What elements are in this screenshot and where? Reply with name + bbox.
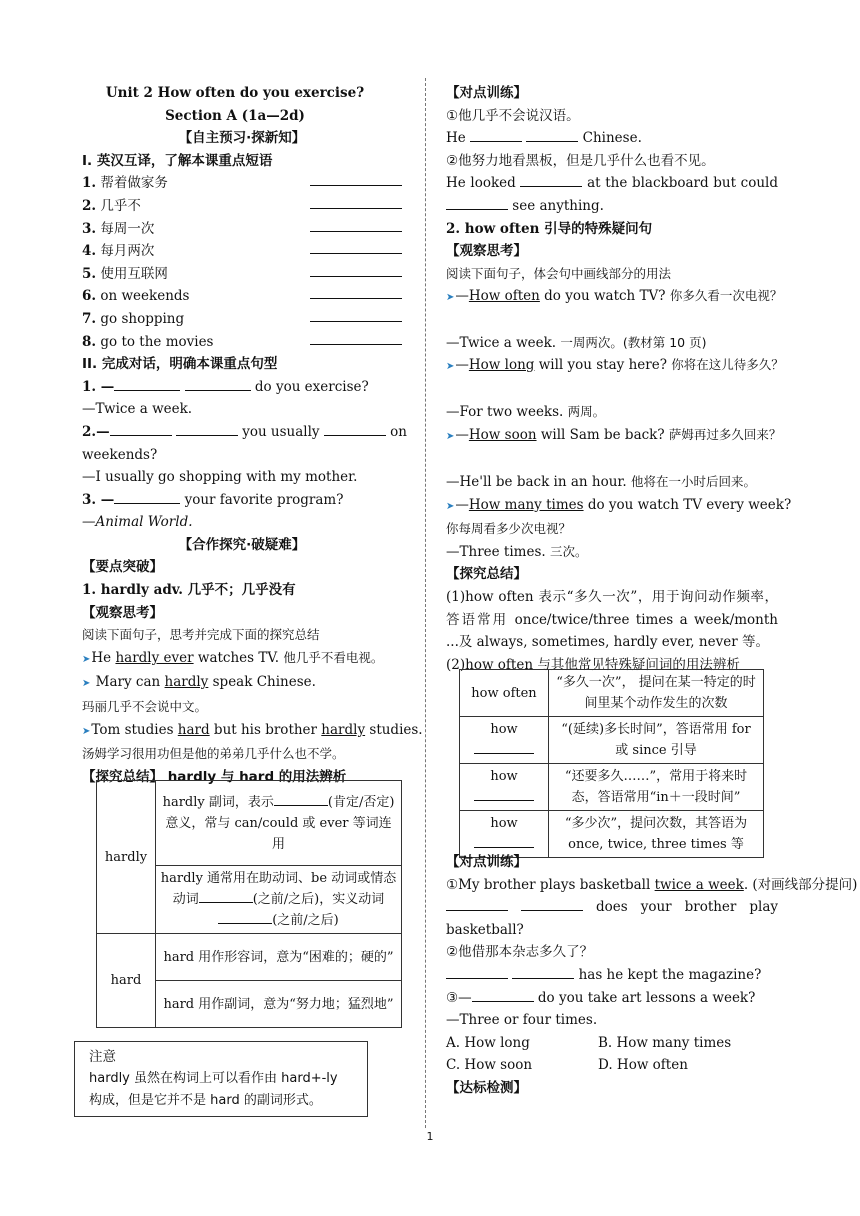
column-divider	[425, 78, 426, 1128]
table-cell: hard	[97, 934, 156, 1028]
table-cell: “(延续)多长时间”，答语常用 for 或 since 引导	[549, 717, 764, 764]
part2-heading: II. 完成对话，明确本课重点句型	[82, 356, 278, 373]
exercise-3: ③— do you take art lessons a week?	[446, 989, 756, 1006]
options-row-2	[446, 1054, 778, 1077]
training-2: He looked at the blackboard but could	[446, 175, 779, 192]
right-column	[446, 82, 792, 676]
note-box	[74, 1041, 368, 1117]
observe-intro-2: 阅读下面句子，体会句中画线部分的用法	[446, 265, 672, 281]
list-item: 7. go shopping	[82, 308, 402, 331]
exercise-1-cont: basketball?	[446, 921, 524, 938]
summary-2: (2)how often 与其他常见特殊疑问词的用法辨析	[446, 656, 740, 673]
answer-4: —Three times. 三次。	[446, 543, 588, 560]
table-cell: “多少次”，提问次数，其答语为 once, twice, three times 等	[549, 811, 764, 858]
table-cell: how	[460, 811, 549, 858]
dialogue-2-question-cont: weekends?	[82, 446, 158, 463]
table-cell: how	[460, 717, 549, 764]
list-item: 8. go to the movies	[82, 331, 402, 354]
train-heading: 【对点训练】	[446, 85, 527, 101]
answer-2: —For two weeks. 两周。	[446, 404, 606, 421]
question-2: ➤—How long will you stay here? 你将在这儿待多久？	[446, 357, 784, 374]
arrow-icon: ➤	[82, 678, 91, 690]
dialogue-3-answer: —Animal World.	[82, 514, 193, 531]
observe-intro: 阅读下面句子，思考并完成下面的探究总结	[82, 627, 320, 643]
observe-heading: 【观察思考】	[82, 604, 163, 621]
right-column-bottom	[446, 851, 858, 1100]
phrase-list	[82, 172, 402, 353]
dialogue-3-question: 3. — your favorite program?	[82, 491, 344, 508]
table-cell: hardly 副词，表示 (肯定/否定)意义，常与 can/could 或 ever 等词连用	[156, 781, 402, 866]
training-2-cont: see anything.	[446, 195, 778, 218]
note-text: hardly 虽然在构词上可以看作由 hard+-ly 构成，但是它并不是 hard 的副词形式。	[89, 1071, 338, 1108]
answer-3: —He'll be back in an hour. 他将在一小时后回来。	[446, 474, 756, 491]
arrow-icon: ➤	[446, 500, 455, 512]
table-cell: “多久一次”， 提问在某一特定的时间里某个动作发生的次数	[549, 670, 764, 717]
check-heading: 【达标检测】	[446, 1079, 527, 1096]
question-1-cont	[446, 309, 778, 332]
question-3: ➤—How soon will Sam be back? 萨姆再过多久回来？	[446, 426, 782, 443]
point-1-title: 1. hardly adv. 几乎不；几乎没有	[82, 582, 296, 599]
observe-heading-2: 【观察思考】	[446, 243, 527, 260]
list-item: 5. 使用互联网	[82, 263, 402, 286]
summary-1: (1)how often 表示“多久一次”，用于询问动作频率，答语常用 once/twice/three times a week/month ...及 always, sometimes, hardly ever, never 等。	[446, 589, 778, 651]
exercise-1: ①My brother plays basketball twice a week. (对画线部分提问)	[446, 876, 858, 893]
list-item: 1. 帮着做家务	[82, 172, 402, 195]
example-3: ➤Tom studies hard but his brother hardly studies.	[82, 721, 423, 738]
arrow-icon: ➤	[446, 292, 455, 304]
summary-heading-2: 【探究总结】	[446, 566, 527, 583]
table-cell: “还要多久……”，常用于将来时态，答语常用“in＋一段时间”	[549, 764, 764, 811]
arrow-icon: ➤	[82, 725, 91, 737]
training-2-cn: ②他努力地看黑板，但是几乎什么也看不见。	[446, 152, 715, 169]
example-1: ➤He hardly ever watches TV. 他几乎不看电视。	[82, 649, 384, 666]
training-1-cn: ①他几乎不会说汉语。	[446, 107, 580, 124]
note-title: 注意	[89, 1049, 116, 1065]
arrow-icon: ➤	[82, 653, 91, 665]
exercise-2: has he kept the magazine?	[446, 964, 778, 987]
table-cell: hard 用作副词，意为“努力地；猛烈地”	[156, 981, 402, 1028]
question-1: ➤—How often do you watch TV? 你多久看一次电视？	[446, 288, 783, 305]
explore-heading: 【合作探究·破疑难】	[178, 536, 306, 553]
left-column	[82, 82, 423, 788]
hardly-hard-table	[96, 780, 402, 1028]
arrow-icon: ➤	[446, 361, 455, 373]
table-cell: hardly	[97, 781, 156, 934]
point-2-title: 2. how often 引导的特殊疑问句	[446, 220, 653, 237]
table-cell: how often	[460, 670, 549, 717]
page-number: 1	[426, 1130, 434, 1143]
options-row-1	[446, 1032, 778, 1055]
exercise-2-cn: ②他借那本杂志多久了？	[446, 944, 594, 961]
question-word-table	[459, 669, 764, 858]
example-3-translation: 汤姆学习很用功但是他的弟弟几乎什么也不学。	[82, 746, 345, 762]
option-a: A. How long	[446, 1034, 530, 1051]
table-cell: hard 用作形容词，意为“困难的；硬的”	[156, 934, 402, 981]
dialogue-2-answer: —I usually go shopping with my mother.	[82, 469, 358, 486]
preview-heading: 【自主预习·探新知】	[178, 130, 306, 147]
list-item: 3. 每周一次	[82, 218, 402, 241]
exercise-3-answer: —Three or four times.	[446, 1012, 598, 1029]
option-b: B. How many times	[598, 1034, 732, 1051]
example-2-translation: 玛丽几乎不会说中文。	[82, 699, 208, 715]
list-item: 4. 每月两次	[82, 240, 402, 263]
key-points-heading: 【要点突破】	[82, 559, 163, 576]
question-4-cn: 你每周看多少次电视？	[446, 521, 572, 537]
question-4: ➤—How many times do you watch TV every week?	[446, 496, 792, 513]
example-2: ➤ Mary can hardly speak Chinese.	[82, 674, 316, 691]
list-item: 6. on weekends	[82, 285, 402, 308]
exercise-1-answer: does your brother play	[446, 896, 778, 919]
unit-title: Unit 2 How often do you exercise?	[105, 85, 365, 101]
dialogue-1-question: 1. — do you exercise?	[82, 378, 369, 395]
summary-heading: 【探究总结】 hardly 与 hard 的用法辨析	[82, 768, 347, 785]
table-cell: hardly 通常用在助动词、be 动词或情态动词 (之前/之后)，实义动词(之前/之后)	[156, 866, 402, 934]
table-cell: how	[460, 764, 549, 811]
train-heading-2: 【对点训练】	[446, 854, 527, 870]
answer-1: —Twice a week. 一周两次。(教材第 10 页)	[446, 334, 707, 351]
section-title: Section A (1a—2d)	[165, 107, 305, 124]
part1-heading: I. 英汉互译，了解本课重点短语	[82, 152, 273, 169]
list-item: 2. 几乎不	[82, 195, 402, 218]
option-d: D. How often	[598, 1057, 688, 1074]
option-c: C. How soon	[446, 1057, 533, 1074]
dialogue-1-answer: —Twice a week.	[82, 401, 193, 418]
arrow-icon: ➤	[446, 430, 455, 442]
dialogue-2-question: 2.— you usually on	[82, 423, 407, 440]
training-1: He Chinese.	[446, 130, 642, 147]
